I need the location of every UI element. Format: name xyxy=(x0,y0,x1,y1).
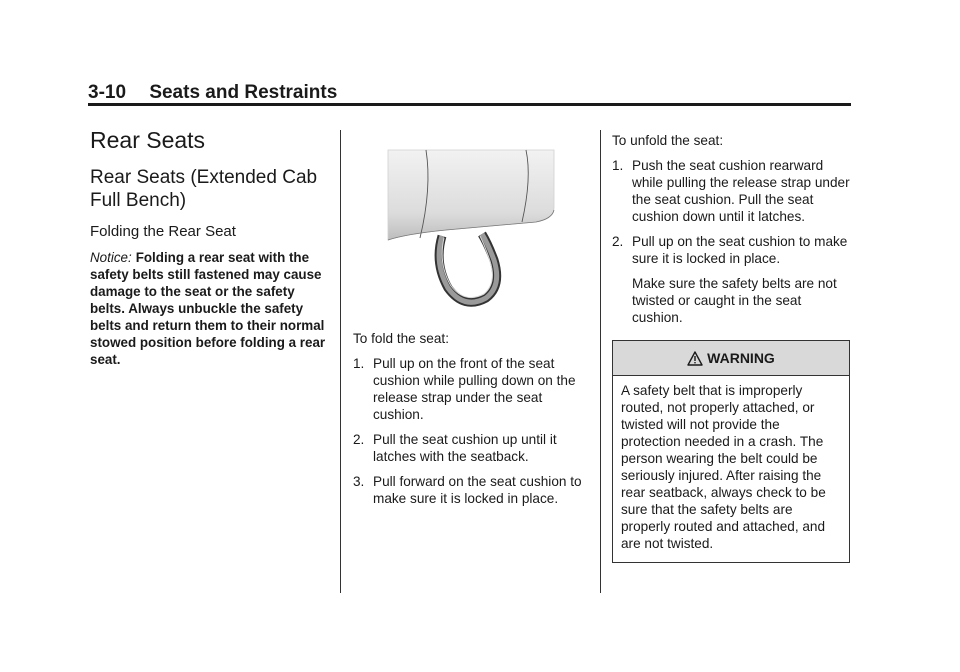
warning-header xyxy=(613,341,849,376)
heading-folding: Folding the Rear Seat xyxy=(90,223,236,240)
list-item xyxy=(612,233,850,267)
column-3 xyxy=(612,132,850,563)
step-number: 3. xyxy=(353,474,365,489)
step-text: Pull up on the seat cushion to make sure it is locked in place. xyxy=(632,234,848,266)
step-number: 1. xyxy=(612,158,624,173)
column-divider-1 xyxy=(340,130,341,593)
step-text: Push the seat cushion rearward while pulling the release strap under the seat cushion. Pull the seat cushion down until it latches. xyxy=(632,158,850,224)
step-number: 2. xyxy=(353,432,365,447)
warning-title: WARNING xyxy=(707,350,775,366)
list-item xyxy=(353,431,588,465)
unfold-steps xyxy=(612,157,850,267)
list-item xyxy=(353,473,588,507)
fold-intro: To fold the seat: xyxy=(353,331,449,346)
list-item xyxy=(353,355,588,423)
step-number: 2. xyxy=(612,234,624,249)
notice-text: Folding a rear seat with the safety belts still fastened may cause damage to the seat or the safety belts. Always unbuckle the safety belts and return them to their normal stowed position before folding a rear seat. xyxy=(90,250,326,367)
header-rule xyxy=(88,103,851,106)
list-item xyxy=(612,157,850,225)
heading-rear-seats: Rear Seats xyxy=(90,127,206,153)
warning-text: A safety belt that is improperly routed, not properly attached, or twisted will not provide the protection needed in a crash. The person wearing the belt could be seriously injured. After raising the rear seatback, always check to be sure that the safety belts are properly routed and attached, and are not twisted. xyxy=(621,383,826,551)
notice-label: Notice: xyxy=(90,250,132,265)
warning-box xyxy=(612,340,850,563)
unfold-intro: To unfold the seat: xyxy=(612,133,724,148)
column-divider-2 xyxy=(600,130,601,593)
fold-steps xyxy=(353,355,588,507)
step-text: Pull forward on the seat cushion to make sure it is locked in place. xyxy=(373,474,582,506)
page-header xyxy=(88,82,337,104)
notice-paragraph xyxy=(90,249,330,368)
step-text: Pull the seat cushion up until it latches with the seatback. xyxy=(373,432,557,464)
step-text: Pull up on the front of the seat cushion while pulling down on the release strap under the seat cushion. xyxy=(373,356,576,422)
step-number: 1. xyxy=(353,356,365,371)
warning-triangle-icon xyxy=(687,351,703,366)
column-2 xyxy=(353,330,588,515)
page-number: 3-10 xyxy=(88,82,127,103)
section-title: Seats and Restraints xyxy=(149,82,338,103)
step-2-note: Make sure the safety belts are not twisted or caught in the seat cushion. xyxy=(632,276,837,325)
heading-extended-cab: Rear Seats (Extended Cab Full Bench) xyxy=(90,167,318,211)
column-1 xyxy=(90,126,330,368)
seat-release-strap-illustration xyxy=(386,148,556,310)
